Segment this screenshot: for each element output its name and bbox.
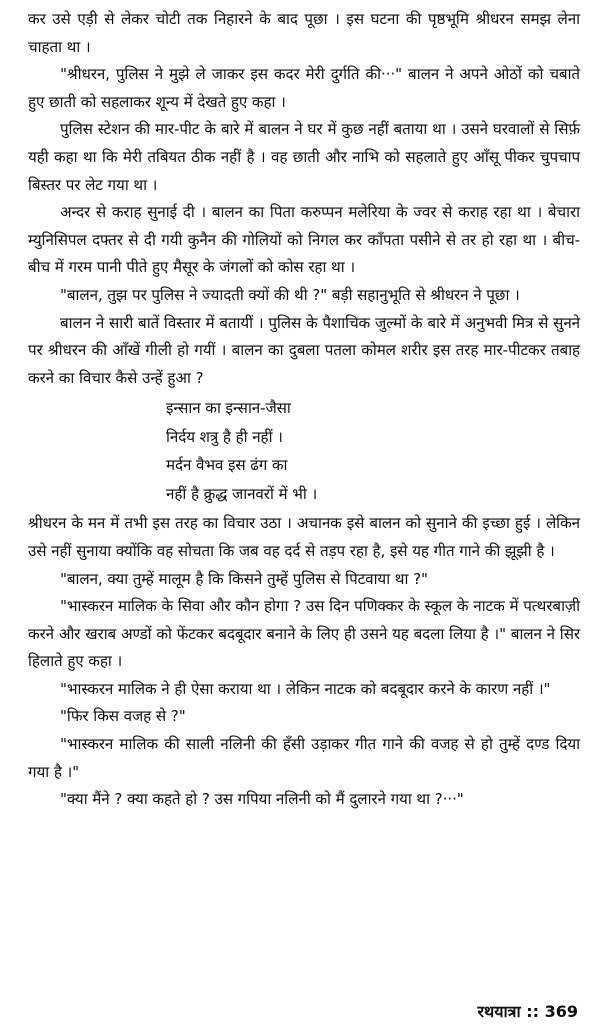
body-text <box>28 6 580 814</box>
paragraph: श्रीधरन के मन में तभी इस तरह का विचार उठा । अचानक इसे बालन को सुनाने की इच्छा हुई । लेकिन उसे नहीं सुनाया क्योंकि वह सोचता कि जब वह दर्द से तड़प रहा है, इसे यह गीत गाने की झूझी है । <box>28 514 580 560</box>
paragraph: "भास्करन मालिक की साली नलिनी की हँसी उड़ाकर गीत गाने की वजह से हो तुम्हें दण्ड दिया गया है ।" <box>28 735 580 781</box>
paragraph: "बालन, तुझ पर पुलिस ने ज्यादती क्यों की थी ?" बड़ी सहानुभूति से श्रीधरन ने पूछा । <box>60 285 520 304</box>
paragraph: कर उसे एड़ी से लेकर चोटी तक निहारने के बाद पूछा । इस घटना की पृष्ठभूमि श्रीधरन समझ लेना चाहता था । <box>28 10 580 56</box>
paragraph: "भास्करन मालिक ने ही ऐसा कराया था । लेकिन नाटक को बदबूदार करने के कारण नहीं ।" <box>60 679 551 698</box>
paragraph: "भास्करन मालिक के सिवा और कौन होगा ? उस दिन पणिक्कर के स्कूल के नाटक में पत्थरबाज़ी करने और खराब अण्डों को फेंटकर बदबूदार बनाने के लिए ही उसने यह बदला लिया है ।" बालन ने सिर हिलाते हुए कहा । <box>28 597 580 671</box>
paragraph: "बालन, क्या तुम्हें मालूम है कि किसने तुम्हें पुलिस से पिटवाया था ?" <box>60 569 428 588</box>
poem-line: निर्दय शत्रु है ही नहीं । <box>166 427 283 446</box>
paragraph: "फिर किस वजह से ?" <box>60 707 186 726</box>
paragraph: अन्दर से कराह सुनाई दी । बालन का पिता करुप्पन मलेरिया के ज्वर से कराह रहा था । बेचारा म्युनिसिपल दफ्तर से दी गयी कुनैन की गोलियों को निगल कर काँपता पसीने से तर हो रहा था । बीच-बीच में गरम पानी पीते हुए मैसूर के जंगलों को कोस रहा था । <box>28 203 580 277</box>
paragraph: बालन ने सारी बातें विस्तार में बतायीं । पुलिस के पैशाचिक जुल्मों के बारे में अनुभवी मित्र से सुनने पर श्रीधरन की आँखें गीली हो गयीं । बालन का दुबला पतला कोमल शरीर इस तरह मार-पीटकर तबाह करने का विचार कैसे उन्हें हुआ ? <box>28 313 580 387</box>
paragraph: "क्या मैंने ? क्या कहते हो ? उस गपिया नलिनी को मैं दुलारने गया था ?···" <box>60 790 464 809</box>
poem-block <box>166 394 580 508</box>
page-footer: रथयात्रा :: 369 <box>477 1002 578 1021</box>
poem-line: नहीं है क्रुद्ध जानवरों में भी । <box>166 484 318 503</box>
paragraph: "श्रीधरन, पुलिस ने मुझे ले जाकर इस कदर मेरी दुर्गति की···" बालन ने अपने ओठों को चबाते हुए छाती को सहलाकर शून्य में देखते हुए कहा । <box>28 65 580 111</box>
poem-line: मर्दन वैभव इस ढंग का <box>166 456 288 475</box>
poem-line: इन्सान का इन्सान-जैसा <box>166 399 291 418</box>
paragraph: पुलिस स्टेशन की मार-पीट के बारे में बालन ने घर में कुछ नहीं बताया था । उसने घरवालों से सिर्फ़ यही कहा था कि मेरी तबियत ठीक नहीं है । वह छाती और नाभि को सहलाते हुए आँसू पीकर चुपचाप बिस्तर पर लेट गया था । <box>28 120 580 194</box>
